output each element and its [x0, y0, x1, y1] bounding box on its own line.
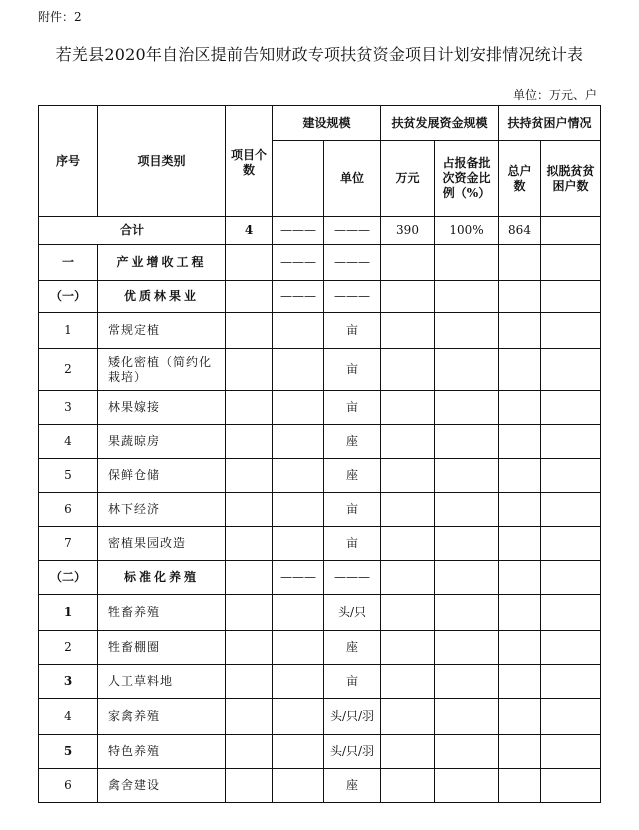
row-households: [499, 699, 541, 735]
row-category: 人工草料地: [98, 665, 226, 699]
row-seq: 2: [39, 631, 98, 665]
row-category: 矮化密植（简约化栽培）: [98, 349, 226, 391]
row-planned-exit: [541, 425, 601, 459]
row-unit: 头/只/羽: [324, 699, 381, 735]
row-ratio: [435, 665, 499, 699]
statistics-table: [38, 105, 601, 803]
row-scale: [273, 527, 324, 561]
row-seq: （二）: [39, 561, 98, 595]
row-category: 优质林果业: [98, 281, 226, 313]
row-planned-exit: [541, 313, 601, 349]
row-households: [499, 561, 541, 595]
total-scale: ———: [273, 217, 324, 245]
row-unit: ———: [324, 281, 381, 313]
row-planned-exit: [541, 527, 601, 561]
row-seq: 1: [39, 595, 98, 631]
row-count: [226, 665, 273, 699]
header-category: 项目类别: [98, 106, 226, 217]
table-row: [39, 631, 601, 665]
row-count: [226, 459, 273, 493]
row-count: [226, 595, 273, 631]
table-row: [39, 459, 601, 493]
row-count: [226, 493, 273, 527]
row-planned-exit: [541, 349, 601, 391]
row-seq: 一: [39, 245, 98, 281]
header-row: [39, 106, 601, 141]
table-row: [39, 313, 601, 349]
row-households: [499, 391, 541, 425]
total-households: 864: [499, 217, 541, 245]
header-planned-exit: 拟脱贫贫困户数: [541, 141, 601, 217]
table-row: [39, 699, 601, 735]
row-amount: [381, 595, 435, 631]
row-unit: ———: [324, 245, 381, 281]
row-ratio: [435, 391, 499, 425]
row-category: 果蔬晾房: [98, 425, 226, 459]
header-scale-unit: 单位: [324, 141, 381, 217]
row-amount: [381, 665, 435, 699]
row-amount: [381, 391, 435, 425]
row-households: [499, 665, 541, 699]
row-scale: [273, 769, 324, 803]
row-seq: 5: [39, 735, 98, 769]
row-unit: 座: [324, 631, 381, 665]
row-scale: [273, 699, 324, 735]
row-seq: 4: [39, 425, 98, 459]
row-category: 禽舍建设: [98, 769, 226, 803]
row-ratio: [435, 245, 499, 281]
row-seq: 4: [39, 699, 98, 735]
row-planned-exit: [541, 493, 601, 527]
row-scale: [273, 459, 324, 493]
row-ratio: [435, 561, 499, 595]
row-households: [499, 595, 541, 631]
row-amount: [381, 699, 435, 735]
row-households: [499, 313, 541, 349]
row-planned-exit: [541, 699, 601, 735]
table-row: [39, 245, 601, 281]
row-amount: [381, 459, 435, 493]
row-seq: 3: [39, 665, 98, 699]
row-seq: 3: [39, 391, 98, 425]
row-amount: [381, 349, 435, 391]
total-label: 合计: [39, 217, 226, 245]
row-ratio: [435, 631, 499, 665]
row-households: [499, 349, 541, 391]
row-scale: ———: [273, 245, 324, 281]
row-ratio: [435, 459, 499, 493]
row-amount: [381, 561, 435, 595]
table-row: [39, 561, 601, 595]
table-row: [39, 349, 601, 391]
row-amount: [381, 425, 435, 459]
row-unit: 头/只: [324, 595, 381, 631]
row-seq: 5: [39, 459, 98, 493]
row-unit: 亩: [324, 391, 381, 425]
row-scale: [273, 735, 324, 769]
row-amount: [381, 313, 435, 349]
header-households: 扶持贫困户情况: [499, 106, 601, 141]
row-category: 家禽养殖: [98, 699, 226, 735]
table-row: [39, 493, 601, 527]
row-planned-exit: [541, 561, 601, 595]
row-households: [499, 425, 541, 459]
row-seq: 7: [39, 527, 98, 561]
row-unit: 亩: [324, 349, 381, 391]
row-count: [226, 425, 273, 459]
row-planned-exit: [541, 281, 601, 313]
row-seq: （一）: [39, 281, 98, 313]
header-seq: 序号: [39, 106, 98, 217]
row-planned-exit: [541, 735, 601, 769]
table-row: [39, 769, 601, 803]
row-count: [226, 769, 273, 803]
row-amount: [381, 735, 435, 769]
row-category: 密植果园改造: [98, 527, 226, 561]
total-unit: ———: [324, 217, 381, 245]
row-planned-exit: [541, 459, 601, 493]
row-ratio: [435, 349, 499, 391]
row-count: [226, 631, 273, 665]
row-scale: [273, 493, 324, 527]
row-seq: 6: [39, 769, 98, 803]
table-row: [39, 391, 601, 425]
row-amount: [381, 631, 435, 665]
row-amount: [381, 769, 435, 803]
row-unit: 头/只/羽: [324, 735, 381, 769]
row-households: [499, 245, 541, 281]
row-scale: [273, 665, 324, 699]
row-scale: [273, 313, 324, 349]
attachment-label: 附件：2: [38, 10, 82, 24]
row-ratio: [435, 313, 499, 349]
row-ratio: [435, 425, 499, 459]
row-amount: [381, 527, 435, 561]
row-category: 产业增收工程: [98, 245, 226, 281]
row-category: 标准化养殖: [98, 561, 226, 595]
row-category: 牲畜养殖: [98, 595, 226, 631]
row-scale: ———: [273, 561, 324, 595]
row-seq: 6: [39, 493, 98, 527]
row-households: [499, 735, 541, 769]
row-households: [499, 769, 541, 803]
row-households: [499, 631, 541, 665]
row-households: [499, 493, 541, 527]
table-row: [39, 425, 601, 459]
row-unit: 座: [324, 769, 381, 803]
row-amount: [381, 245, 435, 281]
row-planned-exit: [541, 665, 601, 699]
row-count: [226, 281, 273, 313]
row-category: 常规定植: [98, 313, 226, 349]
row-unit: 亩: [324, 313, 381, 349]
row-unit: 亩: [324, 665, 381, 699]
table-row: [39, 281, 601, 313]
row-count: [226, 527, 273, 561]
row-count: [226, 313, 273, 349]
header-scale-value: [273, 141, 324, 217]
table-row: [39, 735, 601, 769]
table-row: [39, 527, 601, 561]
row-ratio: [435, 493, 499, 527]
row-count: [226, 561, 273, 595]
total-count: 4: [226, 217, 273, 245]
table-row: [39, 595, 601, 631]
row-scale: [273, 349, 324, 391]
table-row: [39, 665, 601, 699]
header-fund-ratio: 占报备批次资金比例（%）: [435, 141, 499, 217]
row-category: 牲畜棚圈: [98, 631, 226, 665]
row-count: [226, 245, 273, 281]
row-scale: [273, 631, 324, 665]
header-fund-amount: 万元: [381, 141, 435, 217]
row-ratio: [435, 735, 499, 769]
row-unit: ———: [324, 561, 381, 595]
row-ratio: [435, 527, 499, 561]
row-category: 林果嫁接: [98, 391, 226, 425]
row-category: 特色养殖: [98, 735, 226, 769]
row-ratio: [435, 699, 499, 735]
row-scale: [273, 425, 324, 459]
page-title: 若羌县2020年自治区提前告知财政专项扶贫资金项目计划安排情况统计表: [55, 45, 584, 64]
row-seq: 2: [39, 349, 98, 391]
row-households: [499, 459, 541, 493]
header-count: 项目个数: [226, 106, 273, 217]
row-scale: ———: [273, 281, 324, 313]
unit-note: 单位：万元、户: [512, 88, 597, 102]
row-households: [499, 527, 541, 561]
row-count: [226, 735, 273, 769]
row-planned-exit: [541, 595, 601, 631]
row-ratio: [435, 769, 499, 803]
row-ratio: [435, 595, 499, 631]
row-amount: [381, 493, 435, 527]
row-category: 保鲜仓储: [98, 459, 226, 493]
row-households: [499, 281, 541, 313]
row-unit: 座: [324, 459, 381, 493]
row-scale: [273, 391, 324, 425]
row-count: [226, 699, 273, 735]
row-unit: 亩: [324, 493, 381, 527]
row-count: [226, 349, 273, 391]
header-scale: 建设规模: [273, 106, 381, 141]
row-unit: 座: [324, 425, 381, 459]
row-amount: [381, 281, 435, 313]
total-ratio: 100%: [435, 217, 499, 245]
total-row: [39, 217, 601, 245]
row-unit: 亩: [324, 527, 381, 561]
header-total-households: 总户数: [499, 141, 541, 217]
row-scale: [273, 595, 324, 631]
row-planned-exit: [541, 391, 601, 425]
row-count: [226, 391, 273, 425]
row-planned-exit: [541, 245, 601, 281]
row-planned-exit: [541, 631, 601, 665]
row-category: 林下经济: [98, 493, 226, 527]
row-planned-exit: [541, 769, 601, 803]
total-planned-exit: [541, 217, 601, 245]
row-ratio: [435, 281, 499, 313]
row-seq: 1: [39, 313, 98, 349]
header-fund: 扶贫发展资金规模: [381, 106, 499, 141]
total-amount: 390: [381, 217, 435, 245]
